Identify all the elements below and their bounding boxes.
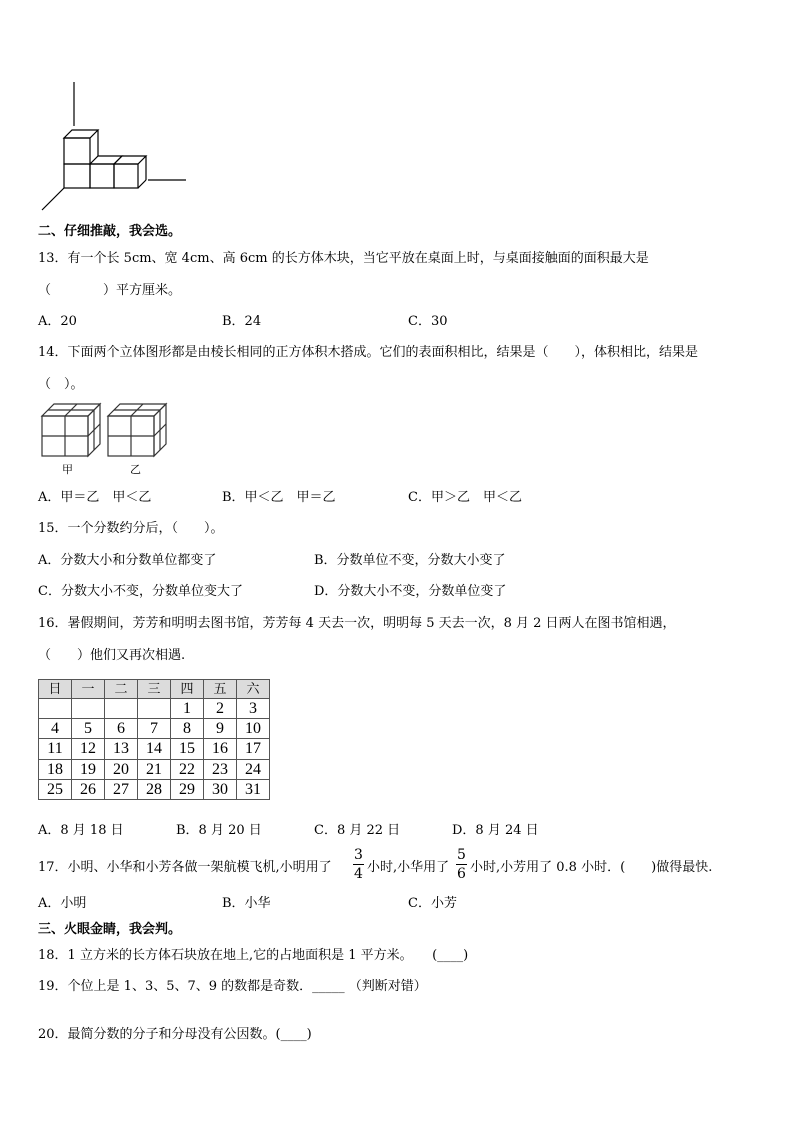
- q13-option-c[interactable]: C．30: [408, 314, 448, 329]
- calendar-cell: 29: [171, 779, 204, 799]
- calendar-cell: 6: [105, 719, 138, 739]
- q13-option-a[interactable]: A．20: [38, 314, 77, 329]
- calendar-cell: 23: [204, 759, 237, 779]
- calendar-cell: 25: [39, 779, 72, 799]
- section-2-title: 二、仔细推敲，我会选。: [38, 224, 182, 239]
- calendar-cell: 10: [237, 719, 270, 739]
- q14-option-b[interactable]: B．甲＜乙 甲＝乙: [222, 490, 336, 505]
- q14-text-line1: 14．下面两个立体图形都是由棱长相同的正方体积木搭成。它们的表面积相比，结果是（ ），体积相比，结果是: [38, 345, 699, 360]
- calendar-cell: [39, 699, 72, 719]
- q17-fraction-2-denominator: 6: [457, 866, 466, 882]
- calendar-cell: 16: [204, 739, 237, 759]
- calendar-cell: 31: [237, 779, 270, 799]
- calendar-cell: 21: [138, 759, 171, 779]
- q20-text: 20．最简分数的分子和分母没有公因数。(____): [38, 1027, 312, 1042]
- calendar-cell: 9: [204, 719, 237, 739]
- q15-option-b[interactable]: B．分数单位不变，分数大小变了: [314, 553, 506, 568]
- q16-option-d[interactable]: D．8 月 24 日: [452, 823, 539, 838]
- q15-option-c[interactable]: C．分数大小不变，分数单位变大了: [38, 584, 243, 599]
- q14-option-c[interactable]: C．甲＞乙 甲＜乙: [408, 490, 522, 505]
- q17-fraction-1-numerator: 3: [354, 847, 363, 863]
- q14-text-line2: （ ）。: [38, 377, 84, 392]
- calendar-row: [39, 759, 270, 779]
- q17-text-part1: 17．小明、小华和小芳各做一架航模飞机,小明用了: [38, 860, 332, 875]
- q13-option-b[interactable]: B．24: [222, 314, 262, 329]
- q17-text-part2: 小时,小华用了: [367, 860, 450, 875]
- calendar-cell: 11: [39, 739, 72, 759]
- q16-option-b[interactable]: B．8 月 20 日: [176, 823, 262, 838]
- calendar-header-cell: 三: [138, 680, 171, 699]
- q15-text: 15．一个分数约分后，（ ）。: [38, 521, 224, 536]
- calendar-cell: 18: [39, 759, 72, 779]
- q14-cube-figures: [40, 402, 172, 464]
- q15-option-a[interactable]: A．分数大小和分数单位都变了: [38, 553, 217, 568]
- calendar-cell: [72, 699, 105, 719]
- cube-stack-figure: [38, 82, 190, 212]
- q17-fraction-1: [353, 848, 364, 881]
- calendar-header-cell: 一: [72, 680, 105, 699]
- calendar-header-cell: 四: [171, 680, 204, 699]
- calendar-row: [39, 699, 270, 719]
- calendar-header-cell: 六: [237, 680, 270, 699]
- calendar-header-cell: 日: [39, 680, 72, 699]
- calendar-cell: 24: [237, 759, 270, 779]
- q16-text-line1: 16．暑假期间，芳芳和明明去图书馆，芳芳每 4 天去一次，明明每 5 天去一次，8 月 2 日两人在图书馆相遇，: [38, 616, 676, 631]
- calendar-row: [39, 719, 270, 739]
- q17-fraction-1-denominator: 4: [354, 866, 363, 882]
- calendar-cell: 12: [72, 739, 105, 759]
- calendar-row: [39, 739, 270, 759]
- calendar-cell: 7: [138, 719, 171, 739]
- calendar-cell: 27: [105, 779, 138, 799]
- calendar-cell: 8: [171, 719, 204, 739]
- calendar-cell: 26: [72, 779, 105, 799]
- calendar-cell: 1: [171, 699, 204, 719]
- calendar-header-cell: 二: [105, 680, 138, 699]
- q17-option-b[interactable]: B．小华: [222, 896, 271, 911]
- calendar-cell: 17: [237, 739, 270, 759]
- q17-text-part3: 小时,小芳用了 0.8 小时．( )做得最快.: [470, 860, 713, 875]
- calendar-header-row: [39, 680, 270, 699]
- calendar-cell: 14: [138, 739, 171, 759]
- calendar-cell: [138, 699, 171, 719]
- calendar-cell: 2: [204, 699, 237, 719]
- q19-text: 19．个位上是 1、3、5、7、9 的数都是奇数．_____ （判断对错）: [38, 979, 427, 994]
- calendar-table: [38, 679, 270, 800]
- calendar-cell: 19: [72, 759, 105, 779]
- q14-option-a[interactable]: A．甲＝乙 甲＜乙: [38, 490, 152, 505]
- calendar-cell: 15: [171, 739, 204, 759]
- q13-text-line1: 13．有一个长 5cm、宽 4cm、高 6cm 的长方体木块，当它平放在桌面上时，与桌面接触面的面积最大是: [38, 251, 649, 266]
- q14-label-yi: 乙: [130, 463, 141, 476]
- calendar-cell: 22: [171, 759, 204, 779]
- calendar-cell: 5: [72, 719, 105, 739]
- calendar-header-cell: 五: [204, 680, 237, 699]
- q16-option-a[interactable]: A．8 月 18 日: [38, 823, 124, 838]
- calendar-cell: 4: [39, 719, 72, 739]
- calendar-cell: 3: [237, 699, 270, 719]
- q16-option-c[interactable]: C．8 月 22 日: [314, 823, 401, 838]
- calendar-cell: 30: [204, 779, 237, 799]
- q15-option-d[interactable]: D．分数大小不变，分数单位变了: [314, 584, 507, 599]
- q17-option-c[interactable]: C．小芳: [408, 896, 457, 911]
- q18-text: 18．1 立方米的长方体石块放在地上,它的占地面积是 1 平方米。 (____): [38, 948, 469, 963]
- q17-option-a[interactable]: A．小明: [38, 896, 87, 911]
- q16-text-line2: （ ）他们又再次相遇.: [38, 648, 186, 663]
- calendar-cell: [105, 699, 138, 719]
- q13-text-line2: （ ）平方厘米。: [38, 283, 182, 298]
- calendar-row: [39, 779, 270, 799]
- calendar-cell: 20: [105, 759, 138, 779]
- section-3-title: 三、火眼金睛，我会判。: [38, 922, 182, 937]
- q17-fraction-2: [456, 848, 467, 881]
- calendar-cell: 13: [105, 739, 138, 759]
- q14-label-jia: 甲: [62, 463, 73, 476]
- calendar-cell: 28: [138, 779, 171, 799]
- q17-fraction-2-numerator: 5: [457, 847, 466, 863]
